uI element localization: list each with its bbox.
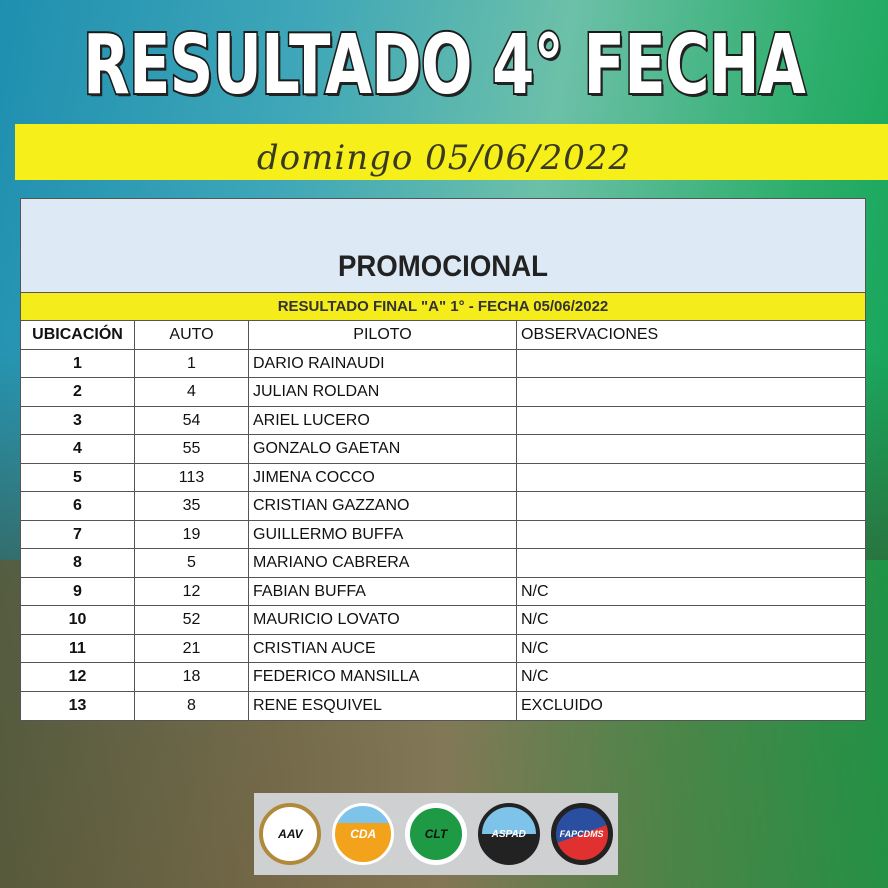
table-row xyxy=(21,521,865,550)
cell-piloto: JIMENA COCCO xyxy=(249,464,517,492)
category-title: PROMOCIONAL xyxy=(337,250,549,283)
cell-ubicacion: 12 xyxy=(21,663,135,691)
fapcdms-logo: FAPCDMS xyxy=(551,803,613,865)
cell-auto: 1 xyxy=(135,350,249,378)
cell-piloto: FABIAN BUFFA xyxy=(249,578,517,606)
cell-ubicacion: 3 xyxy=(21,407,135,435)
col-auto: AUTO xyxy=(135,321,249,349)
table-row xyxy=(21,635,865,664)
cell-auto: 18 xyxy=(135,663,249,691)
cell-piloto: GUILLERMO BUFFA xyxy=(249,521,517,549)
table-header-row xyxy=(21,321,865,350)
table-row xyxy=(21,492,865,521)
cell-auto: 8 xyxy=(135,692,249,721)
cell-ubicacion: 8 xyxy=(21,549,135,577)
cda-logo: CDA xyxy=(332,803,394,865)
cell-piloto: CRISTIAN GAZZANO xyxy=(249,492,517,520)
cell-auto: 55 xyxy=(135,435,249,463)
cell-observaciones: EXCLUIDO xyxy=(521,696,603,714)
cell-ubicacion: 9 xyxy=(21,578,135,606)
cell-ubicacion: 10 xyxy=(21,606,135,634)
cell-auto: 5 xyxy=(135,549,249,577)
table-row xyxy=(21,663,865,692)
cell-observaciones xyxy=(517,464,865,492)
cell-piloto: MARIANO CABRERA xyxy=(249,549,517,577)
results-table xyxy=(20,198,866,721)
event-date: domingo 05/06/2022 xyxy=(256,138,632,178)
cell-ubicacion: 6 xyxy=(21,492,135,520)
cell-observaciones: N/C xyxy=(521,611,549,628)
cell-auto: 52 xyxy=(135,606,249,634)
table-row xyxy=(21,578,865,607)
cell-auto: 4 xyxy=(135,378,249,406)
table-body xyxy=(21,350,865,721)
cell-ubicacion: 4 xyxy=(21,435,135,463)
cell-auto: 19 xyxy=(135,521,249,549)
cell-piloto: GONZALO GAETAN xyxy=(249,435,517,463)
table-row xyxy=(21,435,865,464)
cell-piloto: MAURICIO LOVATO xyxy=(249,606,517,634)
cell-ubicacion: 13 xyxy=(21,692,135,721)
cell-observaciones xyxy=(517,378,865,406)
cell-observaciones: N/C xyxy=(521,582,549,600)
col-ubicacion: UBICACIÓN xyxy=(21,321,135,349)
table-row xyxy=(21,606,865,635)
cell-observaciones xyxy=(517,492,865,520)
cell-ubicacion: 2 xyxy=(21,378,135,406)
cell-auto: 113 xyxy=(135,464,249,492)
table-row xyxy=(21,464,865,493)
results-subtitle: RESULTADO FINAL "A" 1° - FECHA 05/06/2022 xyxy=(21,293,865,321)
cell-auto: 21 xyxy=(135,635,249,663)
cell-ubicacion: 7 xyxy=(21,521,135,549)
clt-logo: CLT xyxy=(405,803,467,865)
cell-observaciones: N/C xyxy=(521,639,549,657)
cell-observaciones xyxy=(517,549,865,577)
cell-observaciones xyxy=(517,350,865,378)
cell-auto: 54 xyxy=(135,407,249,435)
category-header xyxy=(21,199,865,293)
cell-observaciones: N/C xyxy=(521,668,549,685)
page-title: RESULTADO 4° FECHA xyxy=(82,18,806,113)
cell-auto: 12 xyxy=(135,578,249,606)
cell-observaciones xyxy=(517,435,865,463)
col-piloto: PILOTO xyxy=(249,321,517,349)
cell-piloto: FEDERICO MANSILLA xyxy=(249,663,517,691)
table-row xyxy=(21,549,865,578)
cell-ubicacion: 11 xyxy=(21,635,135,663)
table-row xyxy=(21,350,865,379)
aspad-logo: ASPAD xyxy=(478,803,540,865)
cell-observaciones xyxy=(517,521,865,549)
table-row xyxy=(21,407,865,436)
cell-piloto: DARIO RAINAUDI xyxy=(249,350,517,378)
table-row xyxy=(21,692,865,721)
cell-piloto: JULIAN ROLDAN xyxy=(249,378,517,406)
col-observaciones: OBSERVACIONES xyxy=(521,326,659,343)
sponsor-logos xyxy=(254,793,618,875)
table-row xyxy=(21,378,865,407)
cell-observaciones xyxy=(517,407,865,435)
cell-ubicacion: 1 xyxy=(21,350,135,378)
cell-ubicacion: 5 xyxy=(21,464,135,492)
cell-auto: 35 xyxy=(135,492,249,520)
cell-piloto: ARIEL LUCERO xyxy=(249,407,517,435)
aav-logo: AAV xyxy=(259,803,321,865)
cell-piloto: CRISTIAN AUCE xyxy=(249,635,517,663)
cell-piloto: RENE ESQUIVEL xyxy=(249,692,517,721)
